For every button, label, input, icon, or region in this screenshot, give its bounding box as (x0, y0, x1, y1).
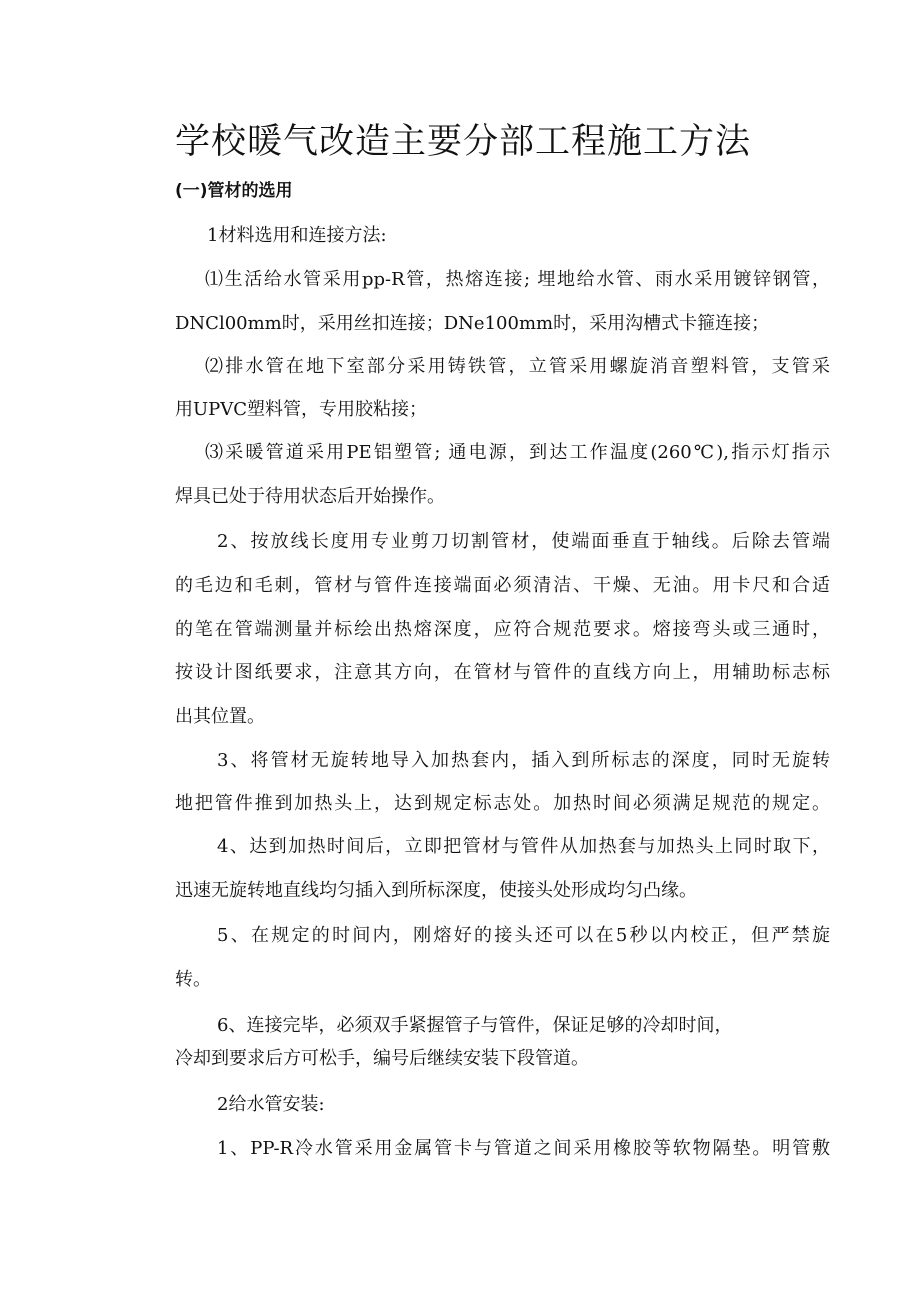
paragraph-line: 6、连接完毕，必须双手紧握管子与管件，保证足够的冷却时间， (217, 1015, 733, 1036)
paragraph-line: 3、将管材无旋转地导入加热套内，插入到所标志的深度，同时无旋转 (217, 750, 830, 771)
document-title: 学校暖气改造主要分部工程施工方法 (175, 122, 752, 162)
paragraph-line: 4、达到加热时间后，立即把管材与管件从加热套与加热头上同时取下， (217, 836, 830, 857)
paragraph-line: 地把管件推到加热头上，达到规定标志处。加热时间必须满足规范的规定。 (175, 793, 830, 814)
paragraph-line: 1、PP-R冷水管采用金属管卡与管道之间采用橡胶等软物隔垫。明管敷 (217, 1138, 830, 1159)
paragraph-line: 的笔在管端测量并标绘出热熔深度，应符合规范要求。熔接弯头或三通时， (175, 619, 830, 640)
paragraph-line: 5、在规定的时间内，刚熔好的接头还可以在5秒以内校正，但严禁旋 (217, 925, 830, 946)
paragraph-line: 2、按放线长度用专业剪刀切割管材，使端面垂直于轴线。后除去管端 (217, 531, 830, 552)
paragraph-line: ⑶采暖管道采用PE铝塑管; 通电源，到达工作温度(260℃),指示灯指示 (205, 442, 830, 463)
paragraph-line: 焊具已处于待用状态后开始操作。 (175, 486, 445, 507)
paragraph-line: 1材料选用和连接方法: (207, 225, 387, 246)
paragraph-line: 的毛边和毛刺，管材与管件连接端面必须清洁、干燥、无油。用卡尺和合适 (175, 575, 830, 596)
paragraph-line: 用UPVC塑料管，专用胶粘接； (175, 399, 428, 420)
paragraph-line: 2给水管安装: (217, 1094, 325, 1115)
paragraph-line: DNCl00mm时，采用丝扣连接；DNe100mm时，采用沟槽式卡箍连接； (175, 313, 770, 334)
paragraph-line: 迅速无旋转地直线均匀插入到所标深度，使接头处形成均匀凸缘。 (175, 880, 697, 901)
section-heading: (一)管材的选用 (175, 181, 293, 201)
paragraph-line: 转。 (175, 969, 211, 990)
paragraph-line: 出其位置。 (175, 706, 265, 727)
paragraph-line: 冷却到要求后方可松手，编号后继续安装下段管道。 (175, 1048, 589, 1069)
paragraph-line: ⑴生活给水管采用pp-R管，热熔连接; 埋地给水管、雨水采用镀锌钢管， (205, 269, 830, 290)
paragraph-line: ⑵排水管在地下室部分采用铸铁管，立管采用螺旋消音塑料管，支管采 (205, 356, 830, 377)
paragraph-line: 按设计图纸要求，注意其方向，在管材与管件的直线方向上，用辅助标志标 (175, 662, 830, 683)
